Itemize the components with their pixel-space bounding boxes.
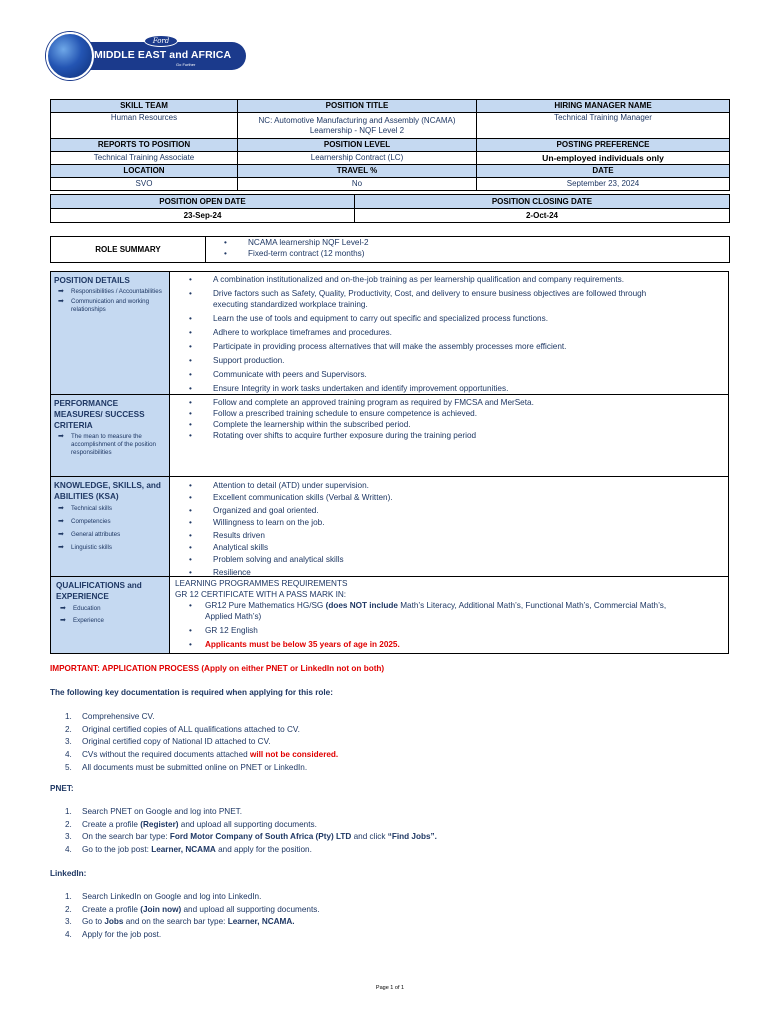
list-item: • Ensure Integrity in work tasks undertaken and identify improvement opportunities. <box>189 384 509 393</box>
arrow-right-icon: ➡ <box>58 531 64 538</box>
list-item: • Support production. <box>189 356 285 365</box>
qualifications-content <box>171 577 728 653</box>
list-item: 5. All documents must be submitted online on PNET or LinkedIn. <box>65 762 308 772</box>
list-item: 4. Go to the job post: Learner, NCAMA and apply for the position. <box>65 845 312 855</box>
closing-date-label: POSITION CLOSING DATE <box>355 195 730 209</box>
list-item-continuation: Applied Math’s) <box>205 612 262 621</box>
pnet-heading: PNET: <box>50 784 74 793</box>
position-title-line1: NC: Automotive Manufacturing and Assembly (NCAMA) <box>258 115 456 125</box>
arrow-right-icon: ➡ <box>58 544 64 551</box>
arrow-right-icon: ➡ <box>58 505 64 512</box>
skill-team-value: Human Resources <box>51 113 238 139</box>
ksa-title-line2: ABILITIES (KSA) <box>54 492 119 501</box>
list-item: ➡ Technical skills <box>58 505 112 512</box>
open-date-value: 23-Sep-24 <box>51 209 355 223</box>
list-item: • Excellent communication skills (Verbal & Written). <box>189 493 393 503</box>
globe-icon <box>46 32 94 80</box>
list-item: 2. Original certified copies of ALL qualifications attached to CV. <box>65 724 300 734</box>
list-item: ➡ Linguistic skills <box>58 544 112 551</box>
list-item: • Attention to detail (ATD) under supervision. <box>189 481 369 490</box>
pnet-steps-list <box>50 806 730 857</box>
list-item: • Adhere to workplace timeframes and procedures. <box>189 328 392 337</box>
arrow-right-icon: ➡ <box>58 298 64 305</box>
performance-title-line2: MEASURES/ SUCCESS <box>54 410 145 419</box>
position-level-label: POSITION LEVEL <box>238 139 477 152</box>
list-item: • A combination institutionalized and on-the-job training as per learnership qualification and company requirements. <box>189 275 624 284</box>
date-value: September 23, 2024 <box>477 178 730 191</box>
hiring-manager-label: HIRING MANAGER NAME <box>477 100 730 113</box>
skill-team-label: SKILL TEAM <box>51 100 238 113</box>
position-details-content <box>171 272 728 394</box>
list-item: • Fixed-term contract (12 months) <box>224 249 365 258</box>
role-summary-label: ROLE SUMMARY <box>51 237 206 263</box>
arrow-right-icon: ➡ <box>58 518 64 525</box>
list-item: • Analytical skills <box>189 542 269 552</box>
list-item: ➡ Education <box>60 605 101 612</box>
list-item: • NCAMA learnership NQF Level-2 <box>224 238 369 247</box>
performance-title-line1: PERFORMANCE <box>54 399 119 408</box>
ksa-row <box>51 477 728 577</box>
list-item: • Drive factors such as Safety, Quality, Productivity, Cost, and delivery to ensure business objectives are followed through <box>189 289 647 298</box>
list-item: • Learn the use of tools and equipment to carry out specific and specialized process functions. <box>189 314 548 323</box>
list-item: ➡ General attributes <box>58 531 121 538</box>
list-item: 1. Search LinkedIn on Google and log into LinkedIn. <box>65 892 262 901</box>
reports-to-value: Technical Training Associate <box>51 152 238 165</box>
ksa-content <box>171 477 728 576</box>
list-item: • Participate in providing process alternatives that will make the assembly processes more efficient. <box>189 342 567 351</box>
position-details-title: POSITION DETAILS <box>54 276 130 285</box>
travel-value: No <box>238 178 477 191</box>
location-value: SVO <box>51 178 238 191</box>
posting-preference-label: POSTING PREFERENCE <box>477 139 730 152</box>
list-item: • Complete the learnership within the subscribed period. <box>189 420 411 429</box>
linkedin-steps-list <box>50 891 730 942</box>
ford-oval: Ford <box>144 35 178 47</box>
list-item: 1. Comprehensive CV. <box>65 712 155 721</box>
closing-date-value: 2-Oct-24 <box>355 209 730 223</box>
list-item: • Results driven <box>189 530 265 540</box>
position-details-label-cell <box>51 272 170 394</box>
travel-label: TRAVEL % <box>238 165 477 178</box>
position-title-line2: Learnership - NQF Level 2 <box>309 125 405 135</box>
qualifications-title-line1: QUALIFICATIONS and <box>56 581 142 590</box>
certificate-requirement: GR 12 CERTIFICATE WITH A PASS MARK IN: <box>175 590 347 599</box>
list-item: • Rotating over shifts to acquire further exposure during the training period <box>189 431 477 440</box>
position-header-table <box>50 99 730 191</box>
list-item: ➡ The mean to measure the accomplishment of the position responsibilities <box>58 433 156 456</box>
list-item-continuation: executing standardized workplace training. <box>213 300 368 309</box>
hiring-manager-value: Technical Training Manager <box>477 113 730 139</box>
list-item: 1. Search PNET on Google and log into PNET. <box>65 807 243 816</box>
date-label: DATE <box>477 165 730 178</box>
ford-mea-logo <box>46 32 246 80</box>
reports-to-label: REPORTS TO POSITION <box>51 139 238 152</box>
list-item: 4. Apply for the job post. <box>65 930 162 940</box>
open-date-label: POSITION OPEN DATE <box>51 195 355 209</box>
position-dates-table <box>50 194 730 223</box>
posting-preference-value: Un-employed individuals only <box>477 152 730 165</box>
learning-requirements-heading: LEARNING PROGRAMMES REQUIREMENTS <box>175 579 348 588</box>
list-item: • Applicants must be below 35 years of age in 2025. <box>189 640 400 649</box>
list-item: • Problem solving and analytical skills <box>189 555 344 565</box>
list-item: • Follow and complete an approved training program as required by FMCSA and MerSeta. <box>189 398 534 407</box>
list-item: ➡ Responsibilities / Accountabilities <box>58 288 162 295</box>
ksa-title-line1: KNOWLEDGE, SKILLS, and <box>54 481 161 490</box>
page-number: Page 1 of 1 <box>375 985 405 991</box>
list-item: ➡ Competencies <box>58 518 111 525</box>
list-item: 2. Create a profile (Join now) and upload all supporting documents. <box>65 904 320 914</box>
position-title-label: POSITION TITLE <box>238 100 477 113</box>
position-title-value <box>238 113 477 139</box>
list-item: • Follow a prescribed training schedule to ensure competence is achieved. <box>189 409 477 418</box>
qualifications-row <box>51 577 728 653</box>
logo-region-text: MIDDLE EAST and AFRICA <box>94 49 232 61</box>
list-item: ➡ Communication and working relationships <box>58 298 150 313</box>
position-details-row <box>51 272 728 395</box>
performance-label-cell <box>51 395 170 476</box>
arrow-right-icon: ➡ <box>60 617 66 624</box>
performance-row <box>51 395 728 477</box>
logo-tagline: Go Further <box>176 62 196 67</box>
docs-heading: The following key documentation is required when applying for this role: <box>50 688 333 697</box>
list-item: • Organized and goal oriented. <box>189 505 319 515</box>
qualifications-title-line2: EXPERIENCE <box>56 592 109 601</box>
list-item: 2. Create a profile (Register) and upload all supporting documents. <box>65 819 317 829</box>
arrow-right-icon: ➡ <box>58 288 64 295</box>
list-item: • GR12 Pure Mathematics HG/SG (does NOT include Math’s Literacy, Additional Math’s, Functional Math’s, Commercial Math’s, <box>189 601 667 610</box>
arrow-right-icon: ➡ <box>60 605 66 612</box>
location-label: LOCATION <box>51 165 238 178</box>
performance-title-line3: CRITERIA <box>54 421 93 430</box>
position-details-table <box>50 271 729 654</box>
list-item: • GR 12 English <box>189 626 258 635</box>
list-item: • Resilience <box>189 567 251 577</box>
list-item: 4. CVs without the required documents attached will not be considered. <box>65 750 339 760</box>
position-level-value: Learnership Contract (LC) <box>238 152 477 165</box>
role-summary-items <box>206 237 730 263</box>
list-item: • Communicate with peers and Supervisors. <box>189 370 367 379</box>
docs-list <box>50 711 730 775</box>
list-item: 3. Go to Jobs and on the search bar type: Learner, NCAMA. <box>65 917 295 927</box>
ksa-label-cell <box>51 477 170 576</box>
performance-content <box>171 395 728 476</box>
linkedin-heading: LinkedIn: <box>50 869 87 878</box>
list-item: • Willingness to learn on the job. <box>189 518 325 528</box>
list-item: 3. Original certified copy of National ID attached to CV. <box>65 737 271 747</box>
arrow-right-icon: ➡ <box>58 433 64 440</box>
important-notice: IMPORTANT: APPLICATION PROCESS (Apply on either PNET or LinkedIn not on both) <box>50 664 385 673</box>
list-item: 3. On the search bar type: Ford Motor Company of South Africa (Pty) LTD and click “Find Jobs”. <box>65 832 437 842</box>
role-summary-table <box>50 236 730 263</box>
list-item: ➡ Experience <box>60 617 104 624</box>
qualifications-label-cell <box>51 577 170 653</box>
